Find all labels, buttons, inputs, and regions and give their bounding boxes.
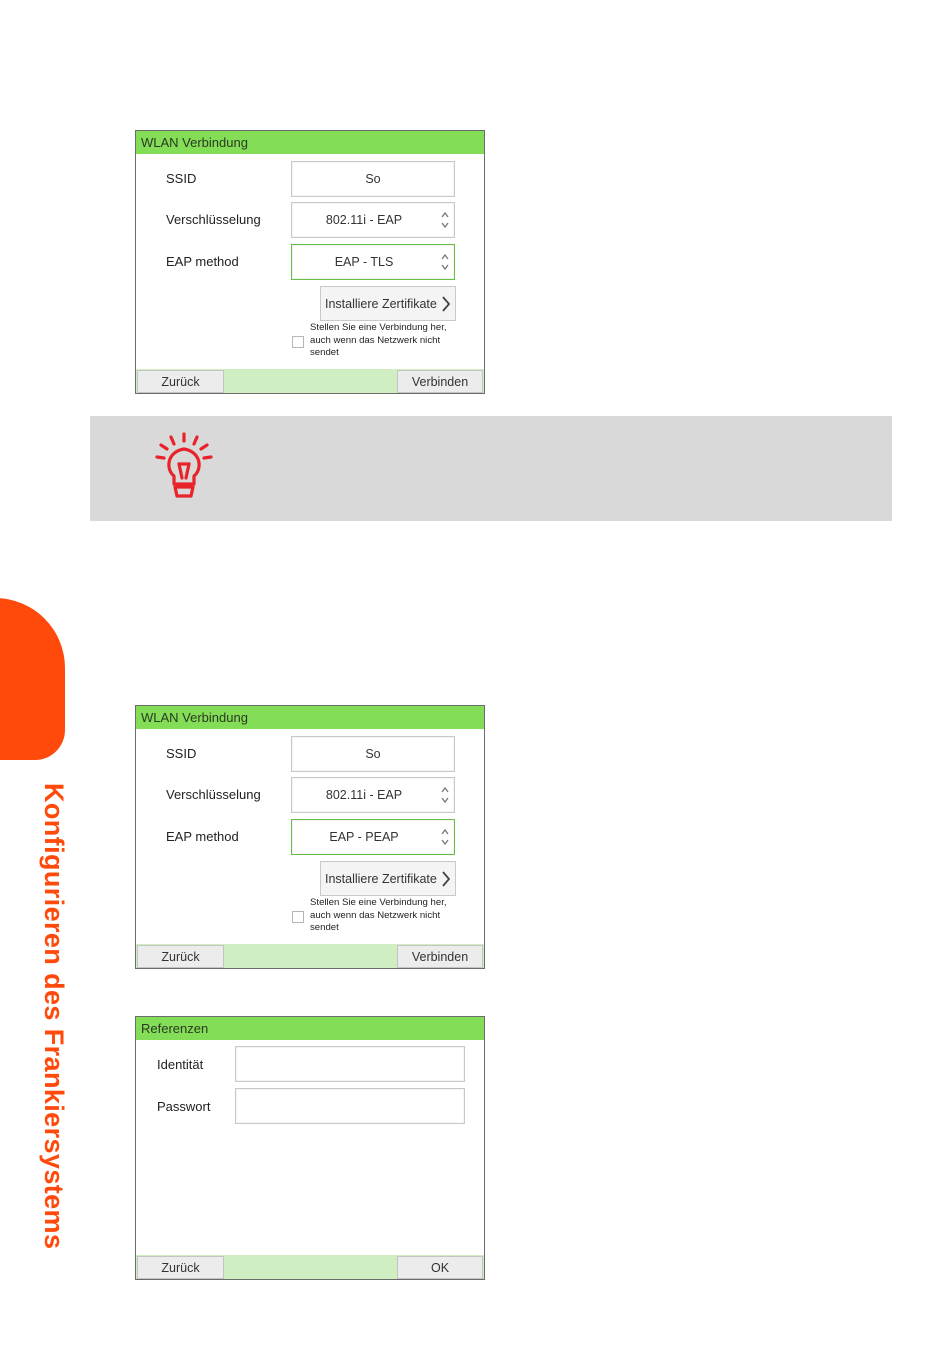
install-certificates-label: Installiere Zertifikate [325, 296, 437, 311]
screen-title: Referenzen [136, 1017, 484, 1040]
ssid-field[interactable] [291, 736, 455, 772]
password-label: Passwort [157, 1099, 211, 1114]
ssid-field[interactable] [291, 161, 455, 197]
back-button[interactable]: Zurück [137, 370, 224, 393]
ssid-label: SSID [166, 171, 197, 186]
install-certificates-button[interactable] [320, 286, 456, 321]
back-button[interactable]: Zurück [137, 1256, 224, 1279]
connect-hidden-checkbox[interactable] [292, 911, 304, 923]
back-button[interactable]: Zurück [137, 945, 224, 968]
encryption-value: 802.11i - EAP [325, 213, 403, 227]
eap-method-select[interactable] [291, 819, 455, 855]
ssid-label: SSID [166, 746, 197, 761]
side-tab [0, 598, 65, 760]
connect-button[interactable]: Verbinden [397, 945, 483, 968]
encryption-label: Verschlüsselung [166, 212, 261, 227]
install-certificates-button[interactable] [320, 861, 456, 896]
chevron-right-icon [441, 295, 451, 313]
connect-hidden-text: Stellen Sie eine Verbindung her, auch wenn das Netzwerk nicht sendet [310, 897, 447, 933]
eap-method-value: EAP - TLS [334, 255, 394, 269]
connect-hidden-checkbox[interactable] [292, 336, 304, 348]
eap-method-label: EAP method [166, 254, 239, 269]
identity-label: Identität [157, 1057, 204, 1072]
chevron-right-icon [441, 870, 451, 888]
screen-footer [136, 944, 484, 968]
ssid-value: So [365, 747, 381, 761]
credentials-screen [135, 1016, 485, 1280]
spinner-arrows-icon [440, 210, 450, 230]
wlan-screen-peap [135, 705, 485, 969]
encryption-select[interactable] [291, 777, 455, 813]
ssid-value: So [365, 172, 381, 186]
wlan-screen-tls [135, 130, 485, 394]
identity-input[interactable] [235, 1046, 465, 1082]
tip-box [90, 416, 892, 521]
install-certificates-label: Installiere Zertifikate [325, 871, 437, 886]
identity-value [236, 1047, 464, 1081]
encryption-value: 802.11i - EAP [325, 788, 403, 802]
password-value [236, 1089, 464, 1123]
encryption-select[interactable] [291, 202, 455, 238]
password-input[interactable] [235, 1088, 465, 1124]
connect-button[interactable]: Verbinden [397, 370, 483, 393]
ok-button[interactable]: OK [397, 1256, 483, 1279]
spinner-arrows-icon [440, 827, 450, 847]
screen-title: WLAN Verbindung [136, 706, 484, 729]
lightbulb-icon [154, 432, 214, 502]
screen-title: WLAN Verbindung [136, 131, 484, 154]
spinner-arrows-icon [440, 252, 450, 272]
encryption-label: Verschlüsselung [166, 787, 261, 802]
eap-method-value: EAP - PEAP [329, 830, 399, 844]
spinner-arrows-icon [440, 785, 450, 805]
connect-hidden-text: Stellen Sie eine Verbindung her, auch wenn das Netzwerk nicht sendet [310, 322, 447, 358]
eap-method-label: EAP method [166, 829, 239, 844]
screen-footer [136, 1255, 484, 1279]
side-tab-title: Konfigurieren des Frankiersystems [39, 783, 69, 1250]
eap-method-select[interactable] [291, 244, 455, 280]
screen-footer [136, 369, 484, 393]
